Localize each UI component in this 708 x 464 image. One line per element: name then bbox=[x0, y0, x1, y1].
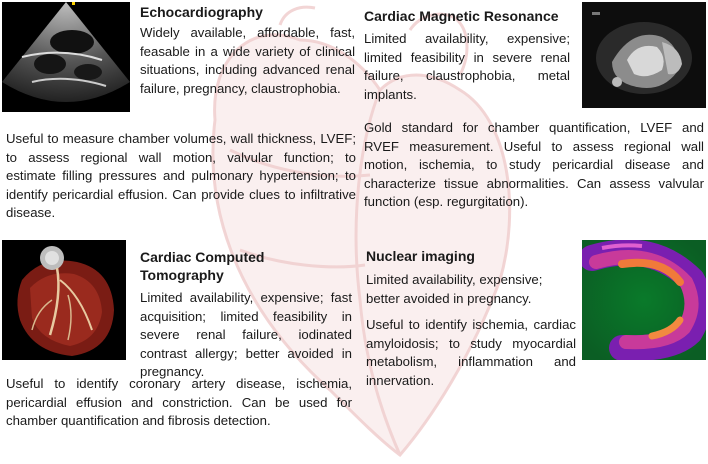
cmr-para1: Limited availability, expensive; limited feasibility in severe renal failure, claustrophobia, metal implants. bbox=[364, 31, 570, 102]
echo-para2: Useful to measure chamber volumes, wall thickness, LVEF; to assess regional wall motion, valvular function; to estimate filling pressures and pulmonary hypertension; to identify pericardial effusion. Can provide clues to infiltrative disease. bbox=[6, 131, 356, 221]
cmr-para2: Gold standard for chamber quantification, LVEF and RVEF measurement. Useful to assess regional wall motion, ischemia, to study pericardial disease and characterize tissue abnormalities. Can assess valvular function (esp. regurgitation). bbox=[364, 120, 704, 210]
cct-para1: Limited availability, expensive; fast acquisition; limited feasibility in severe renal failure, iodinated contrast allergy; better avoided in pregnancy. bbox=[140, 290, 352, 380]
nuclear-scan-image bbox=[582, 240, 706, 360]
echo-title: Echocardiography bbox=[140, 4, 263, 20]
cmr-title: Cardiac Magnetic Resonance bbox=[364, 8, 559, 24]
echo-para1: Widely available, affordable, fast, feasable in a wide variety of clinical situations, including advanced renal failure, pregnancy, claustrophobia. bbox=[140, 25, 355, 96]
nuclear-para1: Limited availability, expensive; better avoided in pregnancy. bbox=[366, 272, 543, 306]
nuclear-title: Nuclear imaging bbox=[366, 248, 475, 264]
cardiac-ct-image bbox=[2, 240, 126, 360]
cct-para2: Useful to identify coronary artery disease, ischemia, pericardial effusion and constriction. Can be used for chamber quantification and fibrosis detection. bbox=[6, 376, 352, 429]
cardiac-mri-image bbox=[582, 2, 706, 108]
nuclear-para2: Useful to identify ischemia, cardiac amyloidosis; to study myocardial metabolism, inflammation and innervation. bbox=[366, 317, 576, 388]
cct-title: Cardiac Computed Tomography bbox=[140, 249, 265, 283]
echocardiogram-image bbox=[2, 2, 130, 112]
